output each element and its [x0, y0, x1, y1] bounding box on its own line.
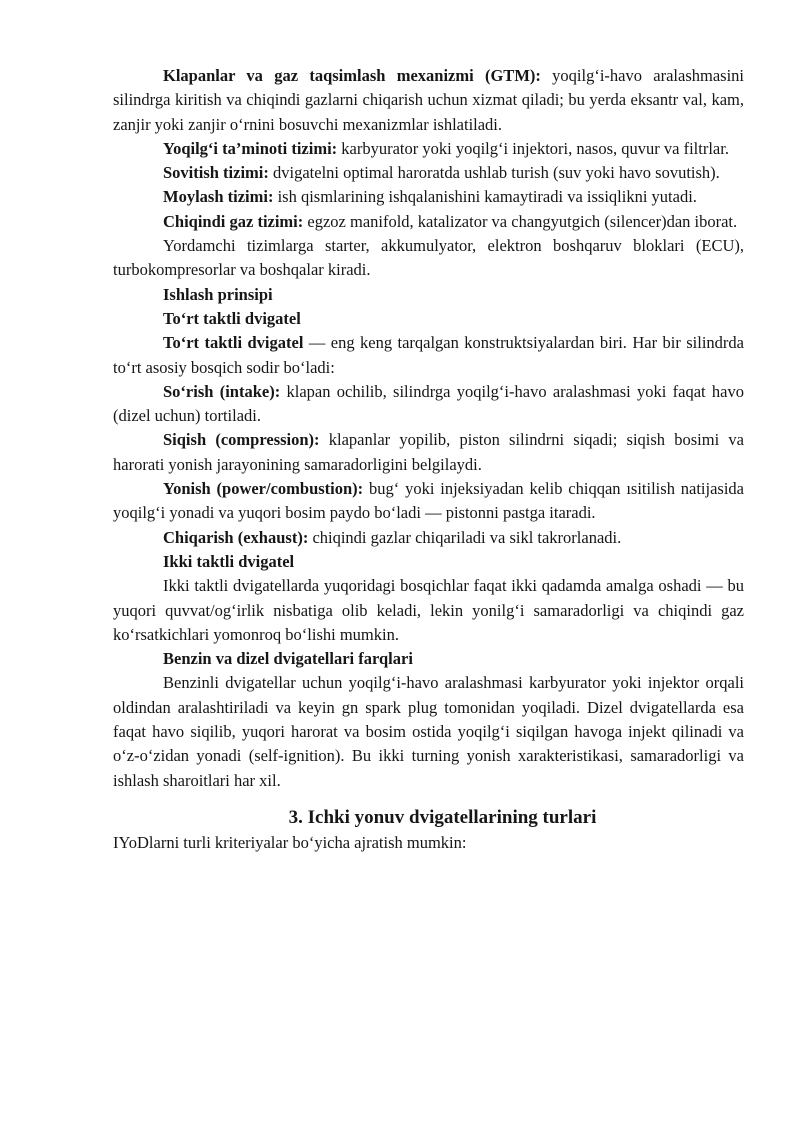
- paragraph-four-stroke-intro: [113, 331, 744, 380]
- term-gtm: Klapanlar va gaz taqsimlash mexanizmi (GTM):: [163, 66, 541, 85]
- paragraph-exhaust-stroke: [113, 526, 744, 550]
- heading-two-stroke: Ikki taktli dvigatel: [163, 551, 295, 571]
- heading-working-principle: Ishlash prinsipi: [163, 284, 273, 304]
- term-four-stroke: To‘rt taktli dvigatel: [163, 333, 304, 353]
- paragraph-exhaust-system: [113, 210, 744, 234]
- paragraph-cooling-system: [113, 161, 744, 185]
- heading-four-stroke: To‘rt taktli dvigatel: [163, 308, 301, 328]
- paragraph-fuel-system: [113, 137, 744, 161]
- text-power: bug‘ yoki injeksiyadan kelib chiqqan ısitilish natijasida yoqilg‘i yonadi va yuqori bosim paydo bo‘ladi — pistonni pastga itaradi.: [113, 479, 744, 523]
- section-title: 3. Ichki yonuv dvigatellarining turlari: [288, 806, 597, 828]
- term-lubrication-system: Moylash tizimi:: [163, 187, 274, 207]
- paragraph-gasoline-diesel-differences: Benzinli dvigatellar uchun yoqilg‘i-havo aralashmasi karbyurator yoki injektor orqali oldindan aralashtiriladi va keyin gn spark plug tomonidan yoqiladi. Dizel dvigatellarda esa faqat havo siqilib, yuqori harorat va bosim ostida yoqilg‘i siqilgan havoga injekt qilinadi va o‘z-o‘zidan yonadi (self-ignition). Bu ikki turning yonish xarakteristikasi, samaradorligi va ishlash sharoitlari har xil.: [113, 673, 744, 790]
- term-exhaust-system: Chiqindi gaz tizimi:: [163, 211, 304, 231]
- term-cooling-system: Sovitish tizimi:: [163, 163, 269, 183]
- paragraph-lubrication-system: [113, 185, 744, 209]
- text-compression: klapanlar yopilib, piston silindrni siqadi; siqish bosimi va harorati yonish jarayonining samaradorligini belgilaydi.: [113, 430, 744, 474]
- text-fuel-system: karbyurator yoki yoqilg‘i injektori, nasos, quvur va filtrlar.: [337, 138, 729, 158]
- paragraph-section-intro: IYoDlarni turli kriteriyalar bo‘yicha ajratish mumkin:: [113, 832, 467, 852]
- heading-gasoline-diesel-differences: Benzin va dizel dvigatellari farqlari: [163, 649, 413, 669]
- paragraph-power: [113, 477, 744, 526]
- paragraph-auxiliary-systems: [113, 234, 744, 283]
- term-exhaust-stroke: Chiqarish (exhaust):: [163, 527, 309, 547]
- term-intake: So‘rish (intake):: [163, 381, 281, 401]
- text-auxiliary-systems: Yordamchi tizimlarga starter, akkumulyator, elektron boshqaruv bloklari (ECU), turbokompresorlar va boshqalar kiradi.: [113, 236, 744, 280]
- text-exhaust-stroke: chiqindi gazlar chiqariladi va sikl takrorlanadi.: [308, 527, 622, 547]
- term-fuel-system: Yoqilg‘i ta’minoti tizimi:: [163, 138, 338, 158]
- term-compression: Siqish (compression):: [163, 430, 320, 450]
- paragraph-compression: [113, 428, 744, 477]
- paragraph-gtm: [113, 64, 744, 137]
- term-power: Yonish (power/combustion):: [163, 479, 364, 499]
- text-four-stroke-intro: — eng keng tarqalgan konstruktsiyalardan biri. Har bir silindrda to‘rt asosiy bosqich sodir bo‘ladi:: [113, 333, 744, 377]
- text-intake: klapan ochilib, silindrga yoqilg‘i-havo aralashmasi yoki faqat havo (dizel uchun) tortiladi.: [113, 381, 744, 426]
- paragraph-two-stroke: Ikki taktli dvigatellarda yuqoridagi bosqichlar faqat ikki qadamda amalga oshadi — bu yuqori quvvat/og‘irlik nisbatiga olib keladi, lekin yonilg‘i samaradorligi va chiqindi gaz ko‘rsatkichlari yomonroq bo‘lishi mumkin.: [113, 576, 744, 644]
- text-cooling-system: dvigatelni optimal haroratda ushlab turish (suv yoki havo sovutish).: [268, 163, 720, 183]
- text-lubrication-system: ish qismlarining ishqalanishini kamaytiradi va issiqlikni yutadi.: [273, 187, 697, 207]
- text-exhaust-system: egzoz manifold, katalizator va changyutgich (silencer)dan iborat.: [303, 211, 738, 231]
- paragraph-intake: [113, 380, 744, 429]
- text-gtm: yoqilg‘i-havo aralashmasini silindrga kiritish va chiqindi gazlarni chiqarish uchun xizmat qiladi; bu yerda eksantr val, kam, zanjir yoki zanjir o‘rnini bosuvchi mexanizmlar ishlatiladi.: [113, 66, 744, 134]
